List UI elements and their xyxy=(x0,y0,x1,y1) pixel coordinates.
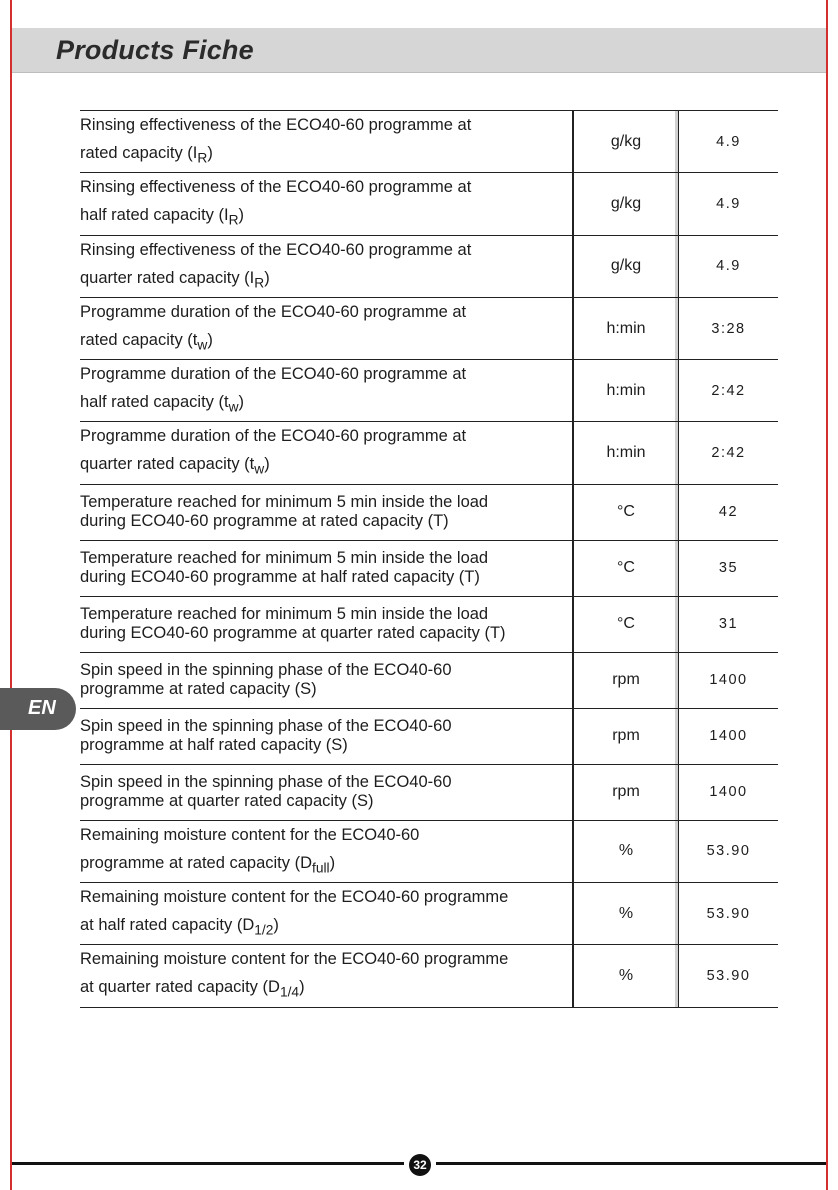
value-cell: 35 xyxy=(679,540,779,596)
parameter-description xyxy=(80,540,573,596)
table-row xyxy=(80,652,778,708)
left-red-border xyxy=(10,0,12,1190)
parameter-description xyxy=(80,945,573,1007)
table-row xyxy=(80,945,778,1007)
description-line-1: Programme duration of the ECO40-60 programme at xyxy=(80,302,467,321)
description-line-1: Remaining moisture content for the ECO40-60 programme xyxy=(80,888,509,907)
table-row xyxy=(80,764,778,820)
parameter-description xyxy=(80,596,573,652)
symbol-close-paren: ) xyxy=(264,455,270,474)
unit-cell: °C xyxy=(573,484,679,540)
description-line-1: Remaining moisture content for the ECO40-60 programme xyxy=(80,950,509,969)
value-cell: 1400 xyxy=(679,708,779,764)
footer-divider-right xyxy=(436,1162,826,1165)
parameter-description xyxy=(80,708,573,764)
value-cell: 1400 xyxy=(679,764,779,820)
table-row xyxy=(80,235,778,297)
unit-cell: h:min xyxy=(573,422,679,484)
value-cell: 4.9 xyxy=(679,173,779,235)
description-line-1: Spin speed in the spinning phase of the ECO40-60 xyxy=(80,661,452,680)
unit-cell: h:min xyxy=(573,297,679,359)
value-cell: 4.9 xyxy=(679,111,779,173)
symbol-close-paren: ) xyxy=(264,268,270,287)
language-label: EN xyxy=(28,697,56,719)
symbol-close-paren: ) xyxy=(299,978,305,997)
unit-cell: % xyxy=(573,820,679,882)
symbol-close-paren: ) xyxy=(207,144,213,162)
description-line-1: Programme duration of the ECO40-60 programme at xyxy=(80,365,467,384)
description-line-2: during ECO40-60 programme at rated capacity (T) xyxy=(80,512,449,531)
description-line-2: rated capacity (I xyxy=(80,144,198,162)
unit-cell: h:min xyxy=(573,360,679,422)
page-title: Products Fiche xyxy=(56,35,254,65)
description-line-1: Temperature reached for minimum 5 min inside the load xyxy=(80,493,489,512)
value-cell: 31 xyxy=(679,596,779,652)
table-row xyxy=(80,708,778,764)
value-cell: 53.90 xyxy=(679,820,779,882)
table-row xyxy=(80,484,778,540)
value-cell: 2:42 xyxy=(679,360,779,422)
unit-cell: rpm xyxy=(573,764,679,820)
products-fiche-table xyxy=(80,110,778,1008)
symbol-subscript: 1/2 xyxy=(254,922,274,938)
table-row xyxy=(80,297,778,359)
parameter-description xyxy=(80,360,573,422)
parameter-description xyxy=(80,764,573,820)
symbol-subscript: w xyxy=(254,461,265,477)
right-red-border xyxy=(826,0,828,1190)
description-line-2: at half rated capacity (D xyxy=(80,916,255,935)
description-line-1: Temperature reached for minimum 5 min inside the load xyxy=(80,605,489,624)
language-tab xyxy=(0,688,76,730)
description-line-1: Rinsing effectiveness of the ECO40-60 programme at xyxy=(80,178,472,197)
value-cell: 1400 xyxy=(679,652,779,708)
table-row xyxy=(80,820,778,882)
value-cell: 3:28 xyxy=(679,297,779,359)
symbol-subscript: w xyxy=(197,337,208,353)
parameter-description xyxy=(80,173,573,235)
unit-cell: °C xyxy=(573,596,679,652)
description-line-1: Programme duration of the ECO40-60 programme at xyxy=(80,427,467,446)
parameter-description xyxy=(80,883,573,945)
symbol-close-paren: ) xyxy=(273,916,279,935)
description-line-2: rated capacity (t xyxy=(80,330,198,349)
page-number: 32 xyxy=(409,1154,431,1176)
value-cell: 4.9 xyxy=(679,235,779,297)
unit-cell: % xyxy=(573,945,679,1007)
parameter-description xyxy=(80,820,573,882)
description-line-1: Rinsing effectiveness of the ECO40-60 programme at xyxy=(80,240,472,259)
parameter-description xyxy=(80,235,573,297)
symbol-subscript: w xyxy=(228,399,239,415)
symbol-subscript: R xyxy=(197,150,208,166)
unit-cell: g/kg xyxy=(573,235,679,297)
parameter-description xyxy=(80,422,573,484)
symbol-close-paren: ) xyxy=(238,206,245,225)
symbol-subscript: R xyxy=(254,274,265,290)
description-line-2: quarter rated capacity (t xyxy=(80,455,255,474)
symbol-subscript: full xyxy=(312,860,330,876)
table-row xyxy=(80,596,778,652)
table-row xyxy=(80,360,778,422)
unit-cell: rpm xyxy=(573,708,679,764)
description-line-2: half rated capacity (I xyxy=(80,206,229,225)
table-row xyxy=(80,422,778,484)
parameter-description xyxy=(80,652,573,708)
symbol-close-paren: ) xyxy=(207,330,213,349)
symbol-subscript: 1/4 xyxy=(279,984,300,1000)
table-row xyxy=(80,883,778,945)
parameter-description xyxy=(80,297,573,359)
footer-divider-left xyxy=(12,1162,404,1165)
description-line-2: during ECO40-60 programme at quarter rated capacity (T) xyxy=(80,624,506,643)
description-line-2: programme at rated capacity (S) xyxy=(80,680,317,699)
unit-cell: rpm xyxy=(573,652,679,708)
description-line-1: Temperature reached for minimum 5 min inside the load xyxy=(80,549,489,568)
value-cell: 2:42 xyxy=(679,422,779,484)
description-line-1: Remaining moisture content for the ECO40-60 xyxy=(80,825,420,844)
description-line-2: during ECO40-60 programme at half rated capacity (T) xyxy=(80,568,480,587)
value-cell: 53.90 xyxy=(679,945,779,1007)
unit-cell: °C xyxy=(573,540,679,596)
page-header xyxy=(12,28,826,73)
parameter-description xyxy=(80,111,573,173)
symbol-subscript: R xyxy=(228,212,239,228)
table-row xyxy=(80,173,778,235)
description-line-2: at quarter rated capacity (D xyxy=(80,978,280,997)
description-line-2: half rated capacity (t xyxy=(80,393,229,412)
table-row xyxy=(80,540,778,596)
table-row xyxy=(80,111,778,173)
description-line-2: programme at half rated capacity (S) xyxy=(80,736,348,755)
description-line-1: Spin speed in the spinning phase of the ECO40-60 xyxy=(80,773,452,792)
symbol-close-paren: ) xyxy=(329,853,336,872)
value-cell: 42 xyxy=(679,484,779,540)
value-cell: 53.90 xyxy=(679,883,779,945)
description-line-2: programme at rated capacity (D xyxy=(80,853,313,872)
parameter-description xyxy=(80,484,573,540)
symbol-close-paren: ) xyxy=(238,393,245,412)
description-line-1: Rinsing effectiveness of the ECO40-60 programme at xyxy=(80,116,472,134)
description-line-2: programme at quarter rated capacity (S) xyxy=(80,792,374,811)
description-line-1: Spin speed in the spinning phase of the ECO40-60 xyxy=(80,717,452,736)
unit-cell: % xyxy=(573,883,679,945)
unit-cell: g/kg xyxy=(573,173,679,235)
unit-cell: g/kg xyxy=(573,111,679,173)
description-line-2: quarter rated capacity (I xyxy=(80,268,255,287)
